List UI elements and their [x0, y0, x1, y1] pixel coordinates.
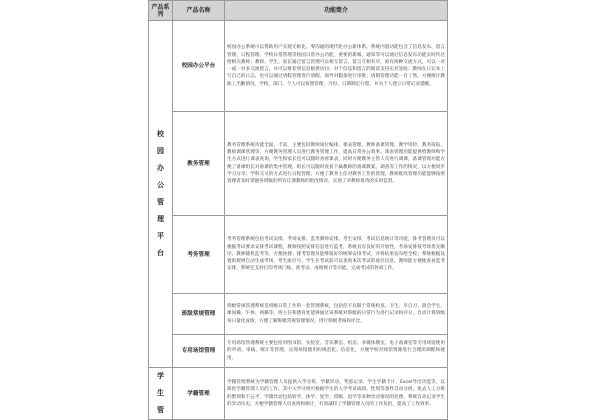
product-description-cell: 考务管理系统包括考试安排、考场安排、监考教师安排、考生安排、考试信息统计等功能，排考管理员可以根据考试要求安排考试课程，教师按照安排信息进行监考，系统具有良好的开放性，考场安排按考场优先顺序、教师随机监考等，方便快捷；排考管理员能够很好的统筹安排考试，并将结果发布给全校；系统根据设置的规则自动生成考场、考生座位号，学生在考试前可以查询本次考试的座位信息，教师能方便地查看监考安排，系统还支持打印考场门贴、准考证、成绩统计等功能，完成考试的各项工作。 [225, 216, 448, 294]
system-student-management [149, 368, 173, 420]
system-char: 管 [157, 406, 164, 414]
table-row [149, 335, 448, 368]
product-description-cell: 校园办公系统可以帮助用户实现无纸化、零沟通的现代化办公新体系。系统内置功能包含了信息发布、留言管理、日程管理、学校日常管理等校园日常办公功能，重要的新闻、通知等可以通过信息发布功能实时传达给相关教师；教师、学生、家长通过留言管理可以相互留言、留言互相有序，原有两种交流方式，可以一对一或一对多交流留言，并可以推荐到信息板供访问；对于信息和留言的阅读支持实名签收；教师在日记本上写自己的日志，也可以通过请假管理进行请假，领导对假条进行审批；请假管理功能一目了然，方便统计教职工出勤情况，学校、部门、个人可以按照管理，月份、日期制定行程，并为个人建立日常记录提醒。 [225, 21, 448, 112]
system-char: 园 [157, 147, 164, 155]
product-name-cell: 学籍管理 [173, 368, 225, 420]
header-product-name: 产品名称 [173, 1, 225, 21]
table-row [149, 112, 448, 216]
table-row [149, 216, 448, 294]
system-char: 校 [157, 130, 164, 138]
table-row [149, 294, 448, 335]
system-campus-office [149, 21, 173, 368]
product-table [148, 0, 448, 420]
table-row [149, 368, 448, 420]
product-name-cell: 考务管理 [173, 216, 225, 294]
product-description-cell: 班级常规管理系统是班级日常工作的一套管理系统，包括但不仅限于常规检查、卫生、早自习、晨会学生、课间操、午休、两操等，班主任和德育处能够通过该系统对班级的日常行为进行记录和评分，自动计算班级每日量化成绩，方便了解班级常规管理情况，进行班级考核和评比。 [225, 294, 448, 335]
table-header-row [149, 1, 448, 21]
product-description-cell: 学籍管理系统为学籍管理人员提供入学分班、学籍异动、奖惩记录、学生学籍卡片、Excel导出功能等，以简化学籍管理人员的工作。其中入学分班可根据学生的入学考试成绩、性别等条件自动分班，免去人工分班的繁琐和不公平，学籍异动包括转学、休学、复学、留级、退学等多种异动情况的处理，系统自动记录学生的异动历史，方便学籍管理人员查询和统计，有效减轻了学籍管理人员的工作负担，提高了工作效率。 [225, 368, 448, 420]
system-char: 办 [157, 164, 164, 172]
system-char: 管 [157, 198, 164, 206]
system-char: 理 [157, 215, 164, 223]
system-char: 台 [157, 249, 164, 257]
system-char: 公 [157, 181, 164, 189]
table-row [149, 21, 448, 112]
product-description-cell: 教务管理系统功能全面、丰富，主要包括教师岗位编排、课表管理、教师备课管理、教学用检、教务简报、教师调课管理等，方便教务管理人员进行教务管理工作，提高日常办公效率。课表管理功能提供给教师和学生方式进行课表查询，学生和家长也可以随时查看课表，同时方便教务主管人员进行调课，备课管理功能方便了备课组长对备课的集中管理，组长可以随时查看下属教师的备课教案，调查等工作的情况，以方便同步学习分享；学科交叉的方式进行日程管理，方便了教务主任对教务工作的管理，教师批改管理功能能够按照管理者及时掌握各班级的所有任课教师的批改情况，实现了对教师批改的实时监督。 [225, 112, 448, 216]
header-product-series: 产品系列 [149, 1, 173, 21]
system-char: 学 [157, 372, 164, 380]
product-name-cell: 校园办公平台 [173, 21, 225, 112]
system-char: 生 [157, 389, 164, 397]
product-name-cell: 教务管理 [173, 112, 225, 216]
product-description-cell: 专用场馆管理系统主要包括对图书馆、实验室、音乐教室、机房、多媒体教室、电子备课室等专用场馆使用的申请、审核、统计等管理，实现场馆使用的规范化、信息化，方便学校对场馆资源进行合理的调配和使用。 [225, 335, 448, 368]
system-char: 平 [157, 232, 164, 240]
header-function-intro: 功能简介 [225, 1, 448, 21]
product-name-cell: 专用场馆管理 [173, 335, 225, 368]
product-name-cell: 班级常规管理 [173, 294, 225, 335]
